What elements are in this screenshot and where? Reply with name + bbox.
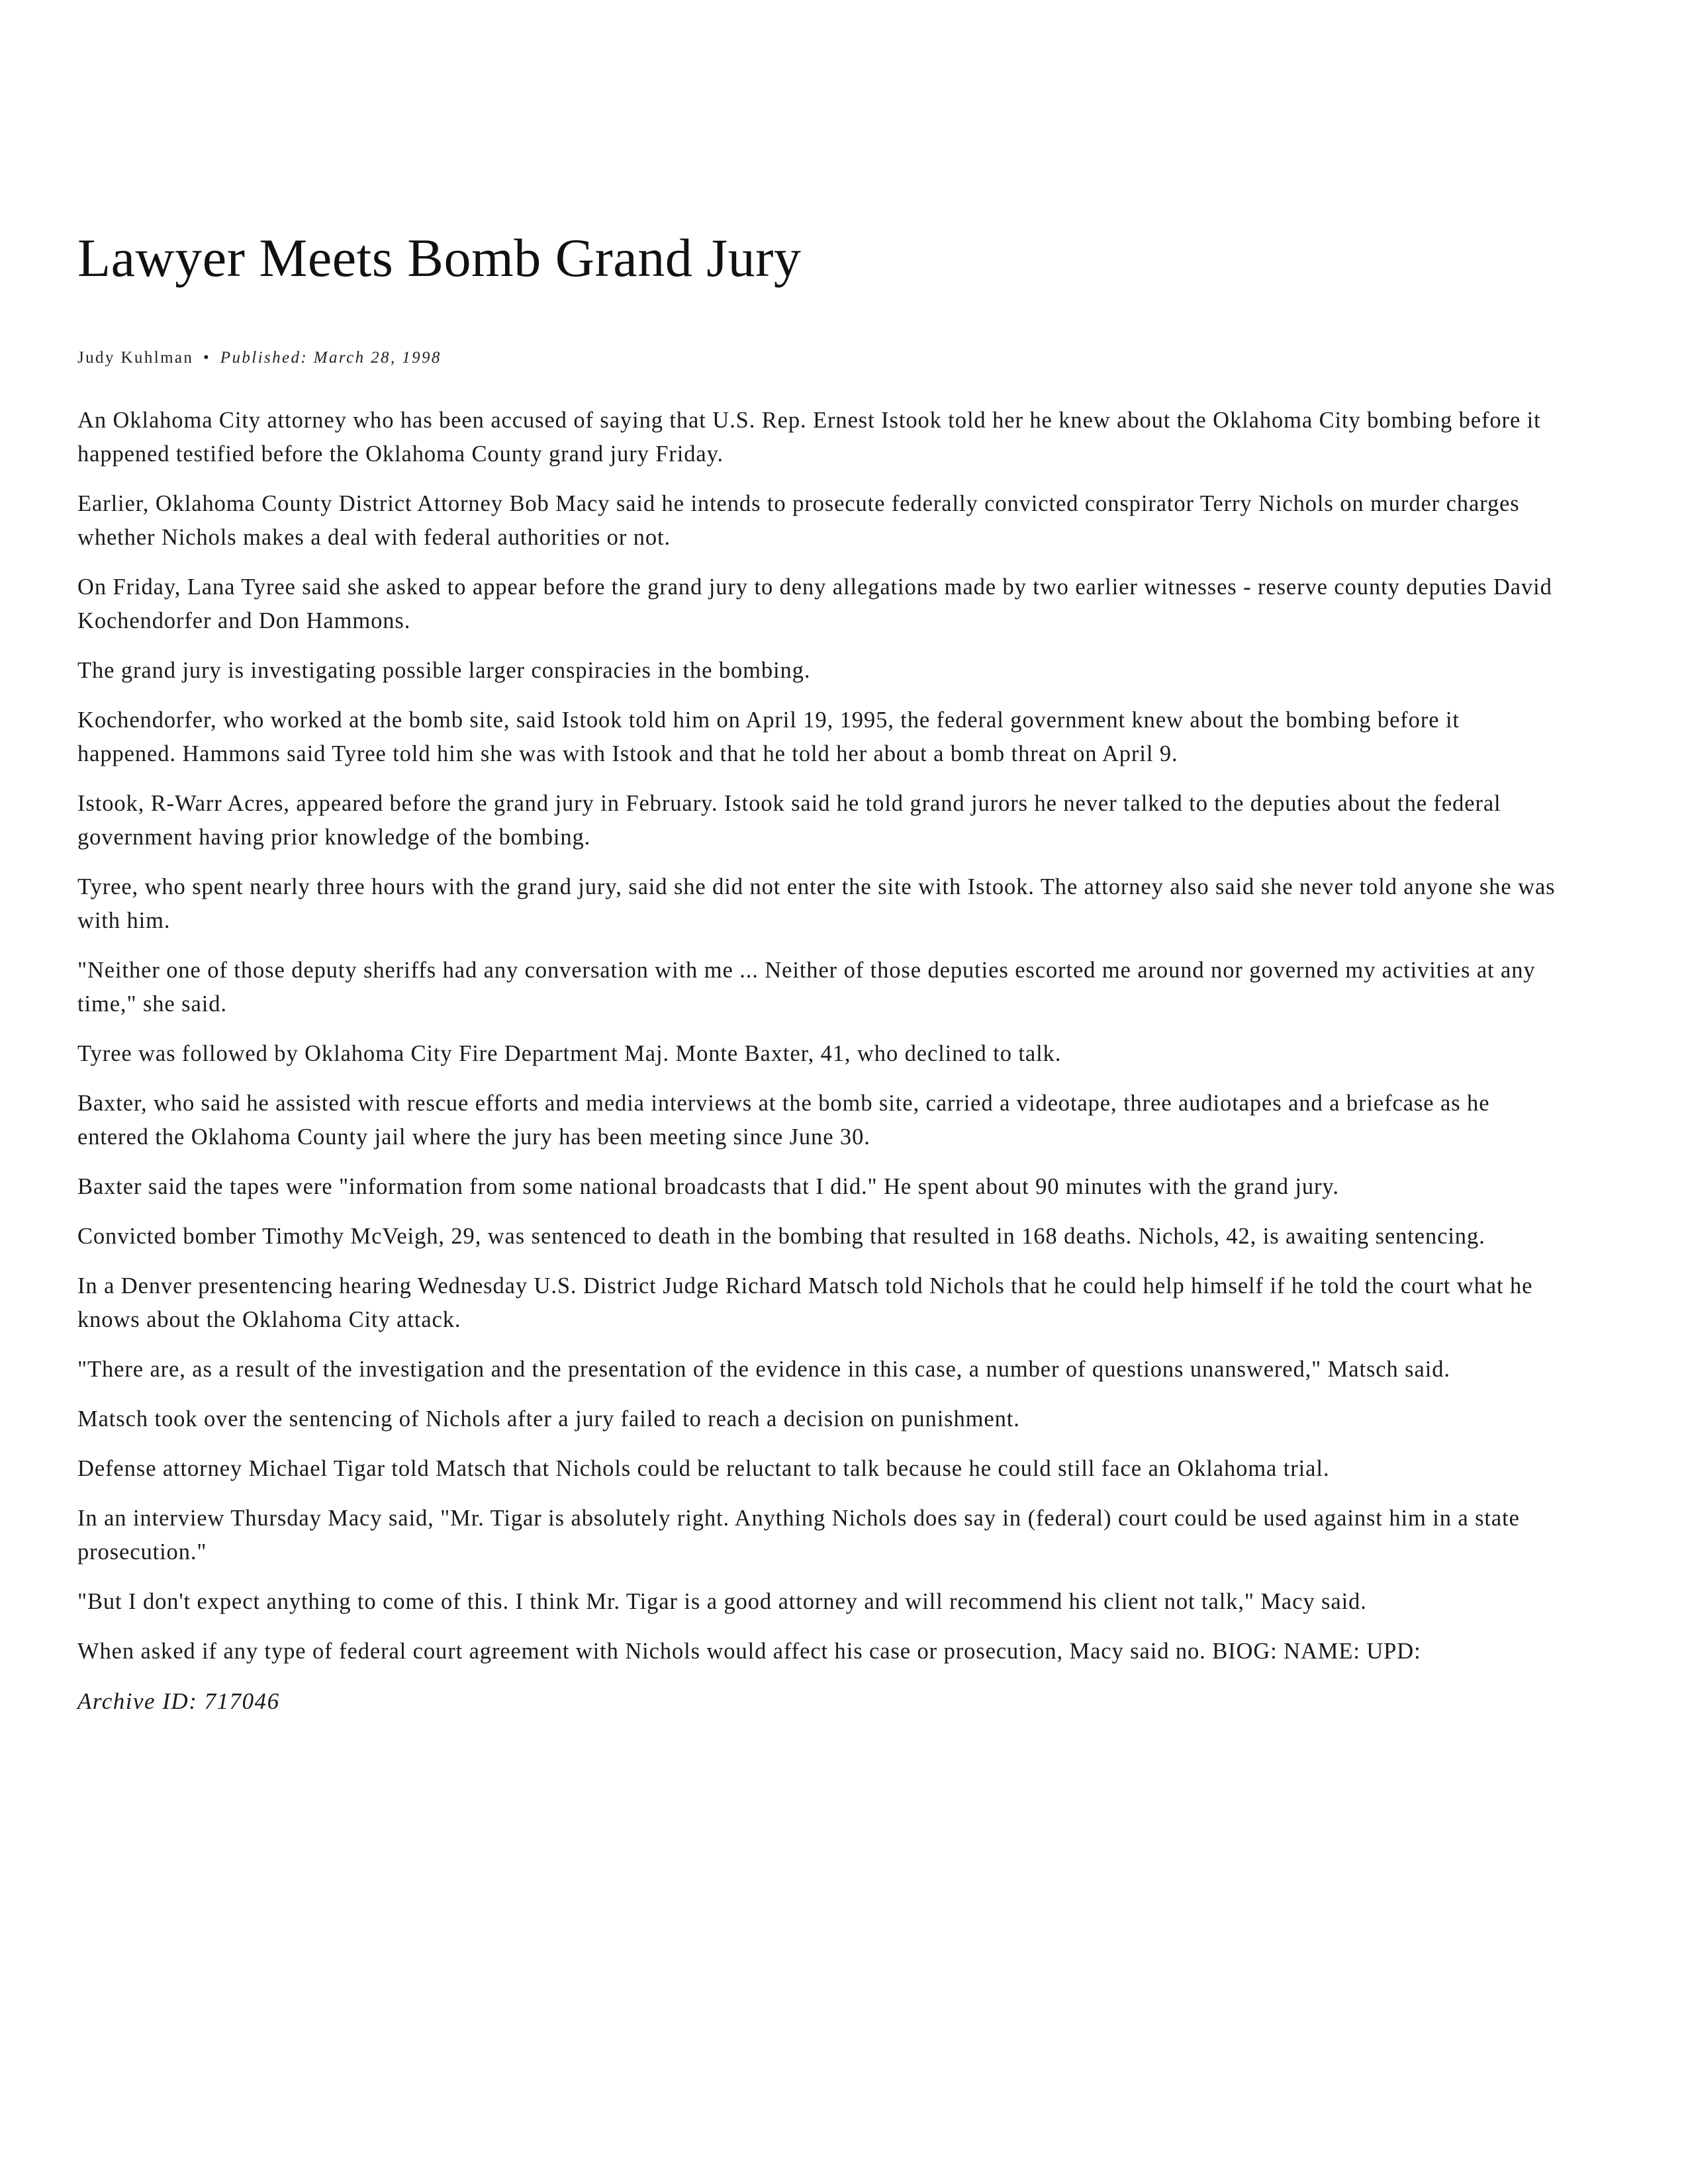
paragraph: Baxter said the tapes were "information from some national broadcasts that I did." He spent about 90 minutes with the grand jury. [77, 1174, 1339, 1199]
paragraph: Matsch took over the sentencing of Nichols after a jury failed to reach a decision on punishment. [77, 1406, 1020, 1432]
paragraph: An Oklahoma City attorney who has been accused of saying that U.S. Rep. Ernest Istook told her he knew about the Oklahoma City bombing before it happened testified before the Oklahoma County grand jury Friday. [77, 408, 1541, 467]
paragraph: Kochendorfer, who worked at the bomb site, said Istook told him on April 19, 1995, the federal government knew about the bombing before it happened. Hammons said Tyree told him she was with Istook and that he told her about a bomb threat on April 9. [77, 707, 1460, 766]
paragraph: On Friday, Lana Tyree said she asked to appear before the grand jury to deny allegations made by two earlier witnesses - reserve county deputies David Kochendorfer and Don Hammons. [77, 574, 1552, 633]
paragraph: "Neither one of those deputy sheriffs had any conversation with me ... Neither of those deputies escorted me around nor governed my activities at any time," she said. [77, 958, 1536, 1017]
paragraph: "There are, as a result of the investigation and the presentation of the evidence in this case, a number of questions unanswered," Matsch said. [77, 1357, 1450, 1382]
byline [77, 347, 1560, 369]
archive-id: Archive ID: 717046 [77, 1688, 280, 1714]
paragraph: Tyree was followed by Oklahoma City Fire Department Maj. Monte Baxter, 41, who declined to talk. [77, 1041, 1062, 1066]
article-body [77, 404, 1560, 1718]
paragraph: Tyree, who spent nearly three hours with the grand jury, said she did not enter the site with Istook. The attorney also said she never told anyone she was with him. [77, 874, 1556, 933]
published-date: Published: March 28, 1998 [220, 349, 442, 367]
byline-separator: • [203, 349, 211, 367]
paragraph: In a Denver presentencing hearing Wednesday U.S. District Judge Richard Matsch told Nichols that he could help himself if he told the court what he knows about the Oklahoma City attack. [77, 1273, 1533, 1332]
article [77, 218, 1560, 1741]
paragraph: Baxter, who said he assisted with rescue efforts and media interviews at the bomb site, carried a videotape, three audiotapes and a briefcase as he entered the Oklahoma County jail where the jury has been meeting since June 30. [77, 1091, 1490, 1150]
paragraph: When asked if any type of federal court agreement with Nichols would affect his case or prosecution, Macy said no. BIOG: NAME: UPD: [77, 1639, 1421, 1664]
paragraph: "But I don't expect anything to come of this. I think Mr. Tigar is a good attorney and will recommend his client not talk," Macy said. [77, 1589, 1367, 1614]
paragraph: Istook, R-Warr Acres, appeared before the grand jury in February. Istook said he told grand jurors he never talked to the deputies about the federal government having prior knowledge of the bombing. [77, 791, 1501, 850]
paragraph: In an interview Thursday Macy said, "Mr. Tigar is absolutely right. Anything Nichols does say in (federal) court could be used against him in a state prosecution." [77, 1506, 1520, 1565]
author-name: Judy Kuhlman [77, 349, 194, 367]
paragraph: Convicted bomber Timothy McVeigh, 29, was sentenced to death in the bombing that resulted in 168 deaths. Nichols, 42, is awaiting sentencing. [77, 1224, 1485, 1249]
paragraph: The grand jury is investigating possible larger conspiracies in the bombing. [77, 658, 811, 683]
paragraph: Earlier, Oklahoma County District Attorney Bob Macy said he intends to prosecute federally convicted conspirator Terry Nichols on murder charges whether Nichols makes a deal with federal authorities or not. [77, 491, 1520, 550]
article-title: Lawyer Meets Bomb Grand Jury [77, 228, 802, 288]
paragraph: Defense attorney Michael Tigar told Matsch that Nichols could be reluctant to talk because he could still face an Oklahoma trial. [77, 1456, 1330, 1481]
